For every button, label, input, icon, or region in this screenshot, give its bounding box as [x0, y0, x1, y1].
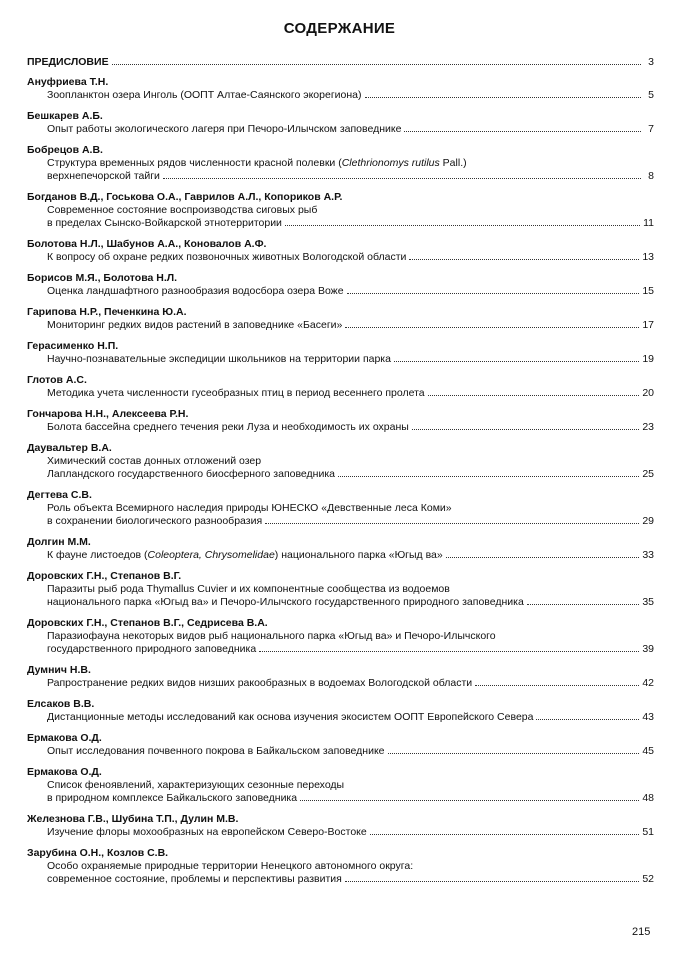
entry-page: 39: [642, 643, 654, 655]
dot-leader: [365, 97, 642, 98]
toc-entry: [27, 442, 654, 481]
toc-entry: [27, 374, 654, 400]
dot-leader: [285, 225, 640, 226]
entry-authors: Гончарова Н.Н., Алексеева Р.Н.: [27, 408, 189, 420]
entry-page: 52: [642, 873, 654, 885]
dot-leader: [536, 719, 639, 720]
entry-authors: Елсаков В.В.: [27, 698, 95, 710]
toc-entry: [27, 664, 654, 690]
dot-leader: [300, 800, 639, 801]
toc-entry: [27, 732, 654, 758]
dot-leader: [345, 881, 639, 882]
dot-leader: [404, 131, 641, 132]
entry-authors: Доровских Г.Н., Степанов В.Г., Седрисева В.А.: [27, 617, 268, 629]
entry-authors: Думнич Н.В.: [27, 664, 91, 676]
entry-title-line: Химический состав донных отложений озер: [47, 455, 262, 467]
entry-title: национального парка «Югыд ва» и Печоро-Илычского государственного природного заповедника: [47, 596, 524, 608]
dot-leader: [409, 259, 639, 260]
entry-page: 17: [642, 319, 654, 331]
entry-authors: Дегтева С.В.: [27, 489, 92, 501]
entry-title: государственного природного заповедника: [47, 643, 257, 655]
toc-entry: [27, 110, 654, 136]
entry-title: Опыт исследования почвенного покрова в Байкальском заповеднике: [47, 745, 385, 757]
toc-entry: [27, 340, 654, 366]
entry-title: Методика учета численности гусеобразных птиц в период весеннего пролета: [47, 387, 425, 399]
entry-page: 5: [648, 89, 654, 101]
toc-entry: [27, 144, 654, 183]
entry-authors: Бобрецов А.В.: [27, 144, 103, 156]
entry-page: 13: [642, 251, 654, 263]
toc-entry: [27, 408, 654, 434]
toc-entry: [27, 272, 654, 298]
toc-entry: [27, 76, 654, 102]
entry-page: 23: [642, 421, 654, 433]
entry-title-line: Современное состояние воспроизводства сиговых рыб: [47, 204, 318, 216]
preface-label: ПРЕДИСЛОВИЕ: [27, 56, 109, 68]
dot-leader: [475, 685, 639, 686]
dot-leader: [527, 604, 639, 605]
entry-page: 15: [642, 285, 654, 297]
entry-title-line: Структура временных рядов численности красной полевки (Clethrionomys rutilus Pall.): [47, 157, 467, 169]
entry-title: в сохранении биологического разнообразия: [47, 515, 263, 527]
entry-authors: Ануфриева Т.Н.: [27, 76, 109, 88]
dot-leader: [259, 651, 639, 652]
entry-authors: Гарипова Н.Р., Печенкина Ю.А.: [27, 306, 187, 318]
dot-leader: [112, 64, 641, 65]
dot-leader: [370, 834, 640, 835]
toc-entry: [27, 698, 654, 724]
entry-page: 11: [643, 217, 654, 229]
toc-entry: [27, 238, 654, 264]
entry-authors: Болотова Н.Л., Шабунов А.А., Коновалов А.Ф.: [27, 238, 267, 250]
entry-title: верхнепечорской тайги: [47, 170, 160, 182]
entry-title: К вопросу об охране редких позвоночных животных Вологодской области: [47, 251, 407, 263]
dot-leader: [345, 327, 639, 328]
entry-title-line: Паразиты рыб рода Thymallus Cuvier и их компонентные сообщества из водоемов: [47, 583, 450, 595]
entry-page: 35: [642, 596, 654, 608]
entry-authors: Ермакова О.Д.: [27, 766, 102, 778]
dot-leader: [388, 753, 640, 754]
entry-title: Рапространение редких видов низших ракообразных в водоемах Вологодской области: [47, 677, 473, 689]
entry-authors: Доровских Г.Н., Степанов В.Г.: [27, 570, 182, 582]
dot-leader: [446, 557, 640, 558]
page-number: 215: [632, 926, 651, 938]
entry-title-line: Роль объекта Всемирного наследия природы ЮНЕСКО «Девственные леса Коми»: [47, 502, 452, 514]
dot-leader: [338, 476, 639, 477]
entry-page: 29: [642, 515, 654, 527]
entry-title: Мониторинг редких видов растений в заповеднике «Басеги»: [47, 319, 343, 331]
entry-title: Опыт работы экологического лагеря при Печоро-Илычском заповеднике: [47, 123, 402, 135]
entry-title: в природном комплексе Байкальского заповедника: [47, 792, 298, 804]
dot-leader: [394, 361, 639, 362]
toc-entry: [27, 847, 654, 886]
entry-authors: Бешкарев А.Б.: [27, 110, 103, 122]
toc-entry: [27, 766, 654, 805]
dot-leader: [347, 293, 640, 294]
entry-page: 43: [642, 711, 654, 723]
entry-title: Болота бассейна среднего течения реки Луза и необходимость их охраны: [47, 421, 409, 433]
toc-entry: [27, 191, 654, 230]
preface-page: 3: [648, 56, 654, 68]
entry-page: 20: [642, 387, 654, 399]
entry-page: 51: [642, 826, 654, 838]
entry-authors: Долгин М.М.: [27, 536, 91, 548]
entry-page: 7: [648, 123, 654, 135]
page-title: СОДЕРЖАНИЕ: [283, 20, 396, 37]
toc-entry: [27, 617, 654, 656]
entry-title: Дистанционные методы исследований как основа изучения экосистем ООПТ Европейского Севера: [47, 711, 534, 723]
table-of-contents: [27, 56, 654, 894]
entry-title-line: Особо охраняемые природные территории Ненецкого автономного округа:: [47, 860, 414, 872]
toc-entry: [27, 570, 654, 609]
latin-name: Coleoptera, Chrysomelidae: [147, 549, 275, 561]
entry-authors: Богданов В.Д., Госькова О.А., Гаврилов А.Л., Копориков А.Р.: [27, 191, 343, 203]
entry-title-line: Список феноявлений, характеризующих сезонные переходы: [47, 779, 345, 791]
entry-title-line: Паразиофауна некоторых видов рыб национального парка «Югыд ва» и Печоро-Илычского: [47, 630, 496, 642]
entry-title: Оценка ландшафтного разнообразия водосбора озера Воже: [47, 285, 344, 297]
dot-leader: [428, 395, 640, 396]
entry-title: Научно-познавательные экспедиции школьников на территории парка: [47, 353, 391, 365]
entry-authors: Глотов А.С.: [27, 374, 87, 386]
entry-page: 19: [642, 353, 654, 365]
toc-entry: [27, 489, 654, 528]
entry-title: К фауне листоедов (Coleoptera, Chrysomelidae) национального парка «Югыд ва»: [47, 549, 443, 561]
entry-page: 33: [642, 549, 654, 561]
entry-title: Лапландского государственного биосферного заповедника: [47, 468, 335, 480]
preface-entry: [27, 56, 654, 68]
toc-entry: [27, 306, 654, 332]
entry-title: Изучение флоры мохообразных на европейском Северо-Востоке: [47, 826, 367, 838]
latin-name: Clethrionomys rutilus: [341, 157, 440, 169]
entry-authors: Борисов М.Я., Болотова Н.Л.: [27, 272, 178, 284]
entry-page: 45: [642, 745, 654, 757]
entry-page: 25: [642, 468, 654, 480]
dot-leader: [412, 429, 639, 430]
entry-title: в пределах Сынско-Войкарской этнотерритории: [47, 217, 282, 229]
entry-authors: Ермакова О.Д.: [27, 732, 102, 744]
dot-leader: [163, 178, 641, 179]
entry-authors: Даувальтер В.А.: [27, 442, 112, 454]
entry-page: 8: [648, 170, 654, 182]
entry-title: Зоопланктон озера Инголь (ООПТ Алтае-Саянского экорегиона): [47, 89, 362, 101]
entry-title: современное состояние, проблемы и перспективы развития: [47, 873, 342, 885]
entry-page: 42: [642, 677, 654, 689]
entry-page: 48: [642, 792, 654, 804]
entry-authors: Герасименко Н.П.: [27, 340, 119, 352]
entry-authors: Железнова Г.В., Шубина Т.П., Дулин М.В.: [27, 813, 239, 825]
toc-entry: [27, 536, 654, 562]
entry-authors: Зарубина О.Н., Козлов С.В.: [27, 847, 169, 859]
dot-leader: [265, 523, 639, 524]
toc-entry: [27, 813, 654, 839]
